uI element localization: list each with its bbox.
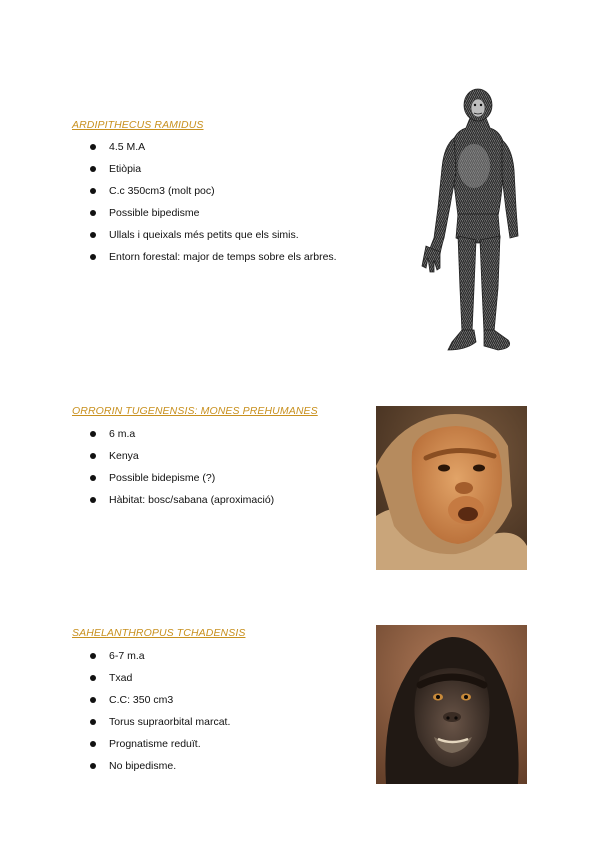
list-item: 6-7 m.a bbox=[90, 649, 230, 671]
list-item: Possible bidepisme (?) bbox=[90, 471, 274, 493]
bullet-icon bbox=[90, 254, 96, 260]
list-item: No bipedisme. bbox=[90, 759, 230, 781]
list-item: Prognatisme reduït. bbox=[90, 737, 230, 759]
bullet-list bbox=[90, 140, 337, 272]
bullet-icon bbox=[90, 653, 96, 659]
bullet-icon bbox=[90, 719, 96, 725]
hominid-face-photo-orange bbox=[376, 406, 527, 570]
bullet-list bbox=[90, 649, 230, 781]
section-title: ARDIPITHECUS RAMIDUS bbox=[72, 119, 204, 131]
hominid-face-photo-dark bbox=[376, 625, 527, 784]
section-title: SAHELANTHROPUS TCHADENSIS bbox=[72, 627, 246, 639]
list-item: C.C: 350 cm3 bbox=[90, 693, 230, 715]
list-item: Hàbitat: bosc/sabana (aproximació) bbox=[90, 493, 274, 515]
list-item: 6 m.a bbox=[90, 427, 274, 449]
list-item: Kenya bbox=[90, 449, 274, 471]
list-item: Torus supraorbital marcat. bbox=[90, 715, 230, 737]
list-item: Etiòpia bbox=[90, 162, 337, 184]
bullet-icon bbox=[90, 697, 96, 703]
bullet-icon bbox=[90, 741, 96, 747]
hominid-full-body-illustration bbox=[418, 88, 524, 356]
list-item: Ullals i queixals més petits que els simis. bbox=[90, 228, 337, 250]
bullet-icon bbox=[90, 431, 96, 437]
list-item: C.c 350cm3 (molt poc) bbox=[90, 184, 337, 206]
bullet-icon bbox=[90, 675, 96, 681]
bullet-icon bbox=[90, 763, 96, 769]
bullet-icon bbox=[90, 475, 96, 481]
bullet-icon bbox=[90, 453, 96, 459]
bullet-icon bbox=[90, 497, 96, 503]
bullet-icon bbox=[90, 232, 96, 238]
list-item: 4.5 M.A bbox=[90, 140, 337, 162]
bullet-icon bbox=[90, 166, 96, 172]
list-item: Possible bipedisme bbox=[90, 206, 337, 228]
bullet-icon bbox=[90, 188, 96, 194]
bullet-list bbox=[90, 427, 274, 515]
bullet-icon bbox=[90, 210, 96, 216]
list-item: Entorn forestal: major de temps sobre els arbres. bbox=[90, 250, 337, 272]
bullet-icon bbox=[90, 144, 96, 150]
list-item: Txad bbox=[90, 671, 230, 693]
section-title: ORRORIN TUGENENSIS: MONES PREHUMANES bbox=[72, 405, 318, 417]
